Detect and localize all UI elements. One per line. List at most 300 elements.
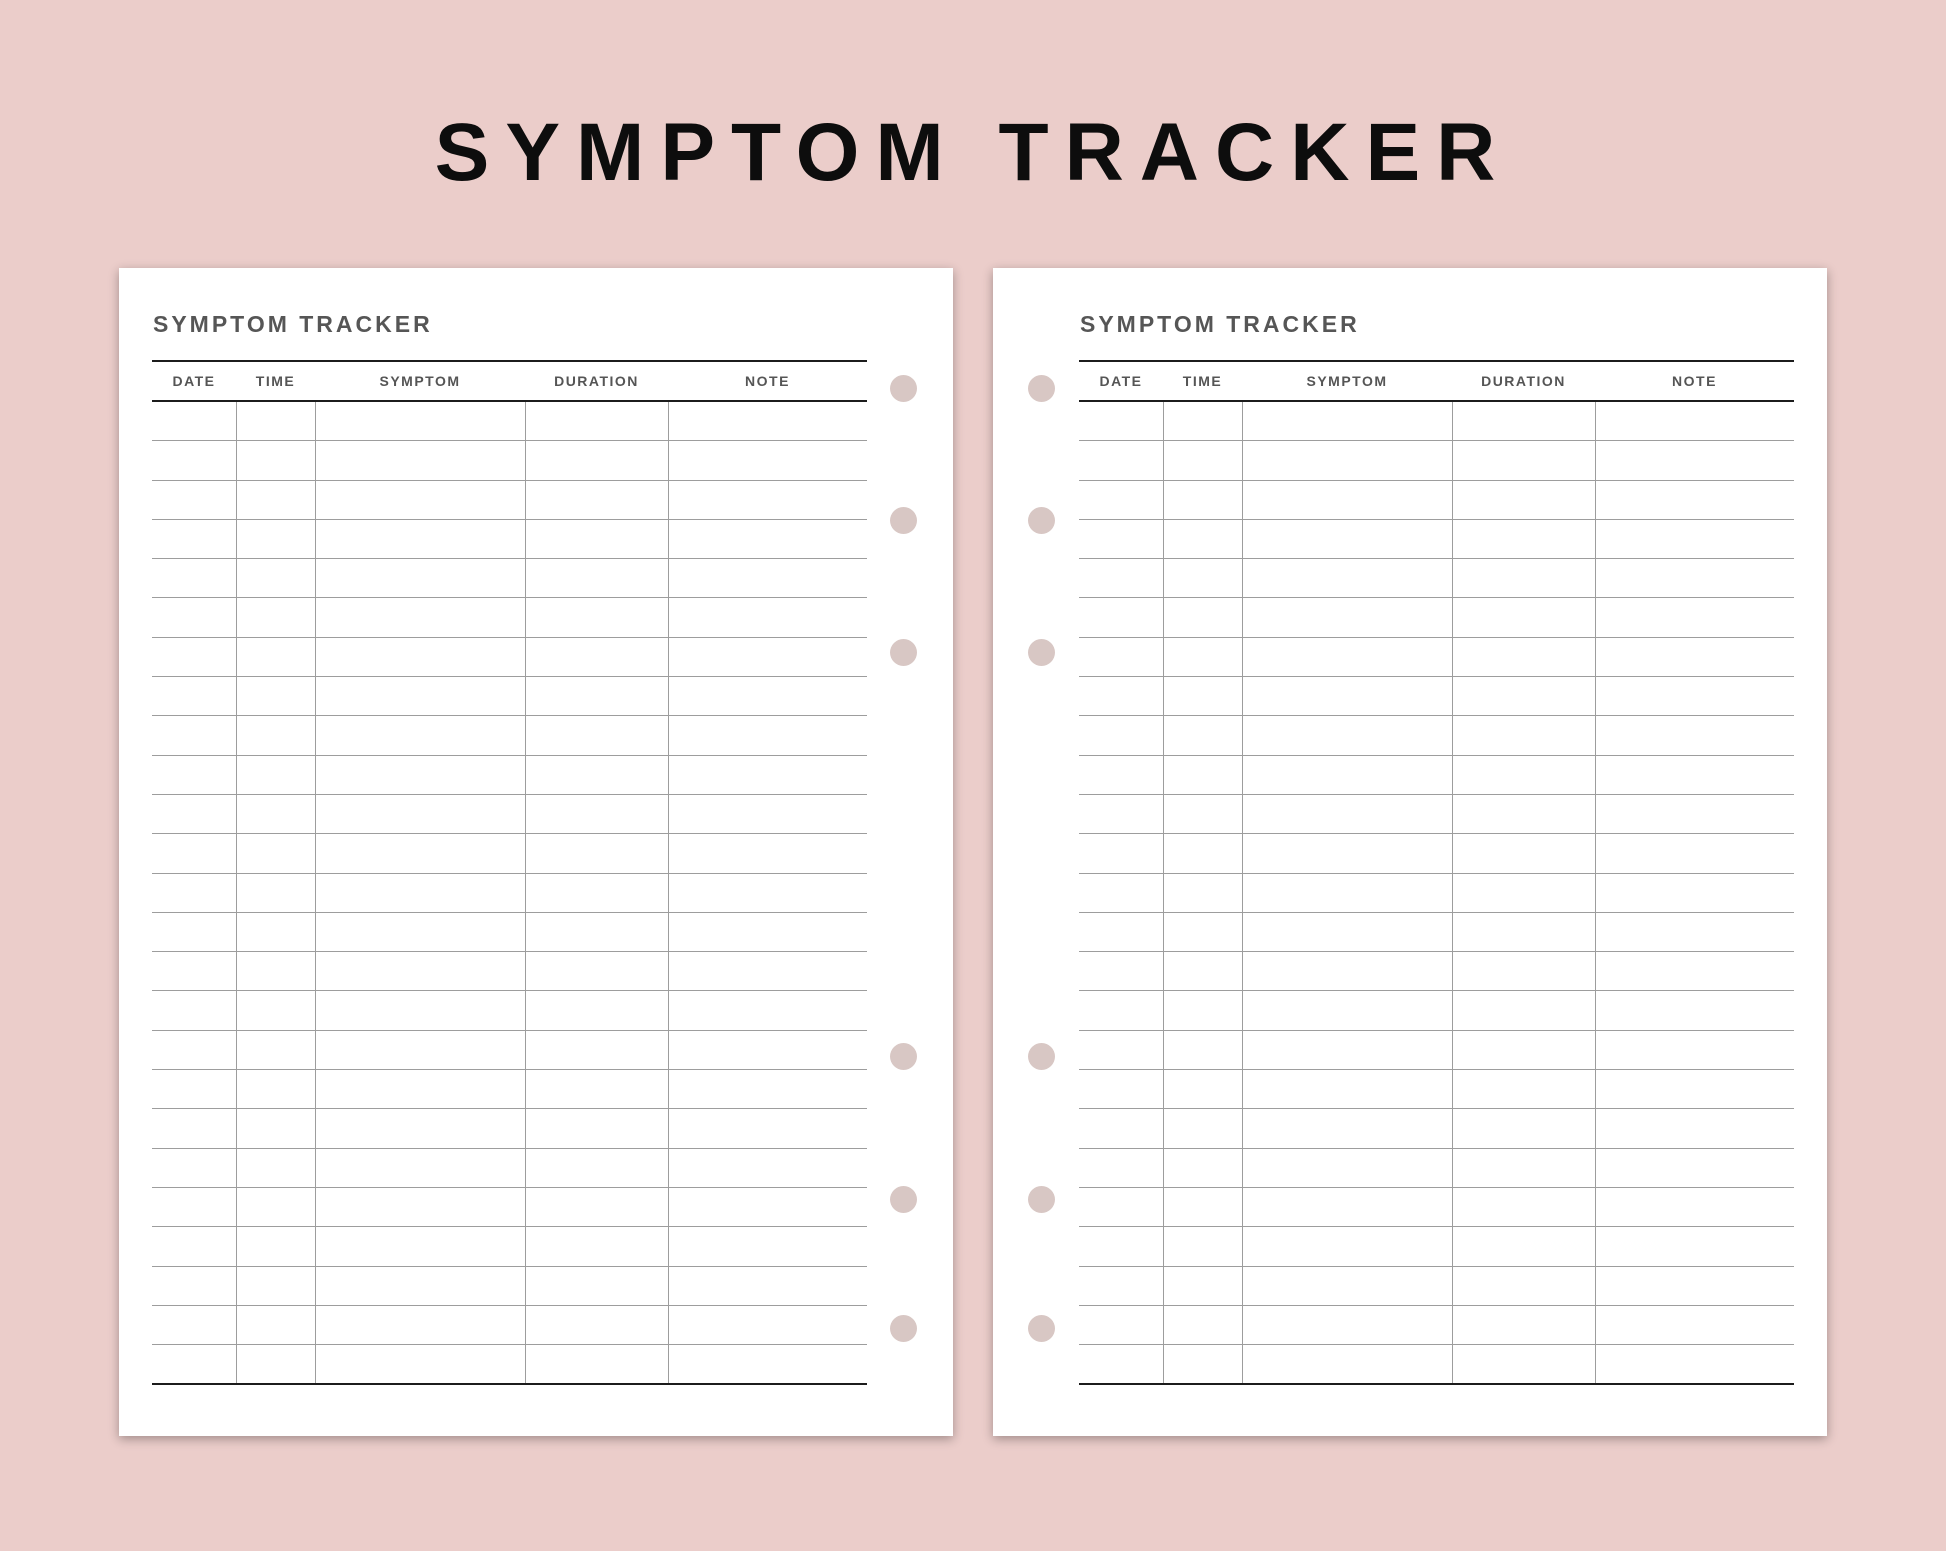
time-cell[interactable] [1163,677,1242,716]
duration-cell[interactable] [1452,1070,1595,1109]
binder-hole [1028,507,1055,534]
duration-cell[interactable] [1452,834,1595,873]
duration-cell[interactable] [1452,794,1595,833]
time-cell[interactable] [1163,1148,1242,1187]
time-cell[interactable] [236,873,315,912]
table-row [152,834,867,873]
symptom-cell[interactable] [315,755,525,794]
symptom-cell[interactable] [1242,519,1452,558]
column-header-note: NOTE [1595,361,1794,401]
date-cell[interactable] [152,401,236,441]
table-row [152,794,867,833]
binder-hole [890,1043,917,1070]
note-cell[interactable] [668,441,867,480]
duration-cell[interactable] [525,1266,668,1305]
duration-cell[interactable] [1452,480,1595,519]
symptom-cell[interactable] [1242,912,1452,951]
symptom-cell[interactable] [1242,1109,1452,1148]
date-cell[interactable] [152,952,236,991]
table-row [1079,1070,1794,1109]
date-cell[interactable] [1079,1148,1163,1187]
note-cell[interactable] [1595,716,1794,755]
date-cell[interactable] [1079,1030,1163,1069]
planner-page-right [993,268,1827,1436]
symptom-cell[interactable] [315,794,525,833]
duration-cell[interactable] [1452,1030,1595,1069]
date-cell[interactable] [152,480,236,519]
binder-hole [1028,1315,1055,1342]
date-cell[interactable] [1079,1187,1163,1226]
time-cell[interactable] [1163,1345,1242,1385]
note-cell[interactable] [668,598,867,637]
symptom-cell[interactable] [315,637,525,676]
page-title: SYMPTOM TRACKER [153,311,433,337]
symptom-cell[interactable] [315,519,525,558]
duration-cell[interactable] [525,873,668,912]
time-cell[interactable] [1163,991,1242,1030]
time-cell[interactable] [1163,441,1242,480]
date-cell[interactable] [152,991,236,1030]
duration-cell[interactable] [1452,1266,1595,1305]
time-cell[interactable] [1163,1227,1242,1266]
duration-cell[interactable] [1452,441,1595,480]
date-cell[interactable] [152,1070,236,1109]
table-row [1079,912,1794,951]
symptom-cell[interactable] [1242,755,1452,794]
symptom-cell[interactable] [1242,1187,1452,1226]
note-cell[interactable] [1595,559,1794,598]
date-cell[interactable] [1079,873,1163,912]
table-header-row [1079,361,1794,401]
table-row [152,598,867,637]
column-header-symptom: SYMPTOM [315,361,525,401]
binder-hole [890,1315,917,1342]
symptom-cell[interactable] [1242,716,1452,755]
symptom-cell[interactable] [1242,873,1452,912]
note-cell[interactable] [668,1070,867,1109]
symptom-cell[interactable] [1242,1266,1452,1305]
duration-cell[interactable] [525,677,668,716]
table-row [152,1305,867,1344]
date-cell[interactable] [152,1227,236,1266]
binder-hole [890,1186,917,1213]
date-cell[interactable] [1079,834,1163,873]
note-cell[interactable] [668,1148,867,1187]
time-cell[interactable] [1163,834,1242,873]
date-cell[interactable] [152,1030,236,1069]
time-cell[interactable] [236,1227,315,1266]
note-cell[interactable] [1595,1030,1794,1069]
duration-cell[interactable] [525,755,668,794]
symptom-cell[interactable] [1242,834,1452,873]
symptom-cell[interactable] [315,873,525,912]
date-cell[interactable] [1079,1345,1163,1385]
time-cell[interactable] [1163,637,1242,676]
note-cell[interactable] [668,1109,867,1148]
symptom-cell[interactable] [315,1266,525,1305]
time-cell[interactable] [1163,873,1242,912]
duration-cell[interactable] [1452,873,1595,912]
table-row [152,912,867,951]
table-row [152,637,867,676]
duration-cell[interactable] [1452,716,1595,755]
table-row [152,1148,867,1187]
duration-cell[interactable] [1452,519,1595,558]
date-cell[interactable] [152,1148,236,1187]
time-cell[interactable] [1163,519,1242,558]
time-cell[interactable] [236,1305,315,1344]
date-cell[interactable] [1079,1227,1163,1266]
note-cell[interactable] [1595,952,1794,991]
table-row [1079,1266,1794,1305]
duration-cell[interactable] [1452,1187,1595,1226]
time-cell[interactable] [1163,1030,1242,1069]
date-cell[interactable] [1079,991,1163,1030]
binder-hole [890,507,917,534]
note-cell[interactable] [1595,1266,1794,1305]
column-header-duration: DURATION [1452,361,1595,401]
note-cell[interactable] [668,559,867,598]
date-cell[interactable] [1079,1109,1163,1148]
note-cell[interactable] [1595,912,1794,951]
note-cell[interactable] [1595,441,1794,480]
symptom-cell[interactable] [1242,952,1452,991]
symptom-cell[interactable] [315,912,525,951]
date-cell[interactable] [1079,677,1163,716]
duration-cell[interactable] [1452,1109,1595,1148]
duration-cell[interactable] [525,480,668,519]
date-cell[interactable] [152,716,236,755]
symptom-cell[interactable] [315,834,525,873]
duration-cell[interactable] [1452,1227,1595,1266]
duration-cell[interactable] [525,1109,668,1148]
time-cell[interactable] [1163,912,1242,951]
date-cell[interactable] [152,677,236,716]
time-cell[interactable] [1163,401,1242,441]
date-cell[interactable] [152,1266,236,1305]
duration-cell[interactable] [525,991,668,1030]
date-cell[interactable] [152,1345,236,1385]
duration-cell[interactable] [525,441,668,480]
symptom-cell[interactable] [1242,1070,1452,1109]
note-cell[interactable] [1595,873,1794,912]
time-cell[interactable] [1163,1266,1242,1305]
symptom-cell[interactable] [315,401,525,441]
symptom-cell[interactable] [315,1030,525,1069]
time-cell[interactable] [236,519,315,558]
date-cell[interactable] [1079,480,1163,519]
note-cell[interactable] [1595,834,1794,873]
note-cell[interactable] [1595,1187,1794,1226]
date-cell[interactable] [152,1109,236,1148]
duration-cell[interactable] [1452,1345,1595,1385]
date-cell[interactable] [1079,401,1163,441]
time-cell[interactable] [236,1187,315,1226]
note-cell[interactable] [668,1345,867,1385]
symptom-cell[interactable] [315,1305,525,1344]
time-cell[interactable] [236,794,315,833]
symptom-cell[interactable] [1242,1148,1452,1187]
date-cell[interactable] [1079,441,1163,480]
note-cell[interactable] [668,834,867,873]
date-cell[interactable] [152,598,236,637]
note-cell[interactable] [668,794,867,833]
table-row [1079,677,1794,716]
symptom-cell[interactable] [315,1187,525,1226]
date-cell[interactable] [152,559,236,598]
note-cell[interactable] [668,755,867,794]
note-cell[interactable] [668,1187,867,1226]
duration-cell[interactable] [1452,401,1595,441]
symptom-cell[interactable] [315,991,525,1030]
table-row [152,677,867,716]
duration-cell[interactable] [525,794,668,833]
time-cell[interactable] [236,716,315,755]
symptom-cell[interactable] [1242,1030,1452,1069]
table-row [1079,1030,1794,1069]
time-cell[interactable] [1163,716,1242,755]
time-cell[interactable] [236,1266,315,1305]
date-cell[interactable] [1079,716,1163,755]
date-cell[interactable] [152,873,236,912]
date-cell[interactable] [1079,952,1163,991]
symptom-cell[interactable] [1242,559,1452,598]
note-cell[interactable] [668,480,867,519]
note-cell[interactable] [668,991,867,1030]
time-cell[interactable] [236,834,315,873]
time-cell[interactable] [1163,794,1242,833]
duration-cell[interactable] [525,952,668,991]
table-row [1079,441,1794,480]
time-cell[interactable] [236,401,315,441]
note-cell[interactable] [1595,1345,1794,1385]
duration-cell[interactable] [1452,598,1595,637]
duration-cell[interactable] [525,559,668,598]
time-cell[interactable] [1163,952,1242,991]
table-row [152,952,867,991]
duration-cell[interactable] [525,1305,668,1344]
duration-cell[interactable] [525,1345,668,1385]
table-row [1079,1148,1794,1187]
table-row [152,1109,867,1148]
symptom-cell[interactable] [1242,480,1452,519]
date-cell[interactable] [152,834,236,873]
duration-cell[interactable] [525,912,668,951]
date-cell[interactable] [1079,1305,1163,1344]
date-cell[interactable] [1079,519,1163,558]
table-row [1079,1227,1794,1266]
note-cell[interactable] [668,519,867,558]
column-header-note: NOTE [668,361,867,401]
duration-cell[interactable] [525,716,668,755]
note-cell[interactable] [1595,480,1794,519]
time-cell[interactable] [236,912,315,951]
symptom-cell[interactable] [1242,794,1452,833]
duration-cell[interactable] [525,1187,668,1226]
column-header-date: DATE [1079,361,1163,401]
note-cell[interactable] [1595,1109,1794,1148]
note-cell[interactable] [1595,1227,1794,1266]
note-cell[interactable] [1595,1148,1794,1187]
note-cell[interactable] [668,873,867,912]
note-cell[interactable] [668,677,867,716]
table-row [152,441,867,480]
table-row [1079,716,1794,755]
symptom-cell[interactable] [1242,1345,1452,1385]
table-row [152,1070,867,1109]
column-header-time: TIME [236,361,315,401]
duration-cell[interactable] [525,519,668,558]
date-cell[interactable] [152,755,236,794]
date-cell[interactable] [1079,559,1163,598]
symptom-cell[interactable] [315,1227,525,1266]
symptom-cell[interactable] [315,1148,525,1187]
note-cell[interactable] [668,401,867,441]
time-cell[interactable] [236,1148,315,1187]
symptom-cell[interactable] [1242,1227,1452,1266]
note-cell[interactable] [1595,598,1794,637]
table-row [1079,1187,1794,1226]
symptom-cell[interactable] [1242,991,1452,1030]
symptom-cell[interactable] [315,952,525,991]
duration-cell[interactable] [525,637,668,676]
note-cell[interactable] [668,716,867,755]
note-cell[interactable] [1595,991,1794,1030]
time-cell[interactable] [236,637,315,676]
date-cell[interactable] [152,519,236,558]
note-cell[interactable] [1595,401,1794,441]
time-cell[interactable] [1163,1187,1242,1226]
note-cell[interactable] [1595,755,1794,794]
date-cell[interactable] [1079,794,1163,833]
note-cell[interactable] [668,1266,867,1305]
time-cell[interactable] [1163,1070,1242,1109]
symptom-cell[interactable] [315,677,525,716]
time-cell[interactable] [1163,559,1242,598]
time-cell[interactable] [236,677,315,716]
table-row [152,755,867,794]
duration-cell[interactable] [1452,1148,1595,1187]
duration-cell[interactable] [1452,991,1595,1030]
symptom-cell[interactable] [1242,1305,1452,1344]
note-cell[interactable] [1595,1070,1794,1109]
table-row [152,1345,867,1385]
table-row [1079,519,1794,558]
time-cell[interactable] [236,755,315,794]
symptom-cell[interactable] [315,716,525,755]
duration-cell[interactable] [525,1227,668,1266]
table-row [152,1266,867,1305]
table-row [1079,834,1794,873]
table-row [1079,1345,1794,1385]
note-cell[interactable] [1595,637,1794,676]
table-header-row [152,361,867,401]
note-cell[interactable] [1595,794,1794,833]
time-cell[interactable] [236,441,315,480]
symptom-cell[interactable] [1242,401,1452,441]
tracker-table [152,360,867,1385]
duration-cell[interactable] [525,401,668,441]
time-cell[interactable] [236,559,315,598]
duration-cell[interactable] [525,1148,668,1187]
date-cell[interactable] [152,1305,236,1344]
date-cell[interactable] [1079,637,1163,676]
time-cell[interactable] [236,1345,315,1385]
symptom-cell[interactable] [315,1345,525,1385]
symptom-cell[interactable] [315,480,525,519]
date-cell[interactable] [152,794,236,833]
time-cell[interactable] [236,480,315,519]
note-cell[interactable] [668,952,867,991]
table-row [152,1030,867,1069]
duration-cell[interactable] [1452,1305,1595,1344]
time-cell[interactable] [236,1030,315,1069]
table-row [1079,637,1794,676]
date-cell[interactable] [152,441,236,480]
time-cell[interactable] [1163,1109,1242,1148]
date-cell[interactable] [1079,912,1163,951]
symptom-cell[interactable] [1242,441,1452,480]
note-cell[interactable] [668,1030,867,1069]
table-row [152,480,867,519]
date-cell[interactable] [152,1187,236,1226]
duration-cell[interactable] [525,1070,668,1109]
note-cell[interactable] [1595,677,1794,716]
time-cell[interactable] [236,952,315,991]
note-cell[interactable] [668,637,867,676]
note-cell[interactable] [1595,519,1794,558]
note-cell[interactable] [668,912,867,951]
duration-cell[interactable] [1452,677,1595,716]
note-cell[interactable] [1595,1305,1794,1344]
time-cell[interactable] [236,1070,315,1109]
date-cell[interactable] [1079,755,1163,794]
duration-cell[interactable] [525,1030,668,1069]
symptom-cell[interactable] [315,1070,525,1109]
column-header-duration: DURATION [525,361,668,401]
time-cell[interactable] [236,1109,315,1148]
symptom-cell[interactable] [315,598,525,637]
duration-cell[interactable] [1452,912,1595,951]
note-cell[interactable] [668,1305,867,1344]
duration-cell[interactable] [525,598,668,637]
symptom-cell[interactable] [315,559,525,598]
date-cell[interactable] [1079,598,1163,637]
symptom-cell[interactable] [1242,677,1452,716]
date-cell[interactable] [1079,1266,1163,1305]
symptom-cell[interactable] [315,441,525,480]
symptom-cell[interactable] [315,1109,525,1148]
time-cell[interactable] [1163,1305,1242,1344]
time-cell[interactable] [1163,755,1242,794]
duration-cell[interactable] [1452,559,1595,598]
time-cell[interactable] [236,598,315,637]
time-cell[interactable] [1163,480,1242,519]
time-cell[interactable] [1163,598,1242,637]
date-cell[interactable] [152,912,236,951]
table-row [1079,991,1794,1030]
date-cell[interactable] [1079,1070,1163,1109]
time-cell[interactable] [236,991,315,1030]
date-cell[interactable] [152,637,236,676]
note-cell[interactable] [668,1227,867,1266]
symptom-cell[interactable] [1242,637,1452,676]
duration-cell[interactable] [1452,755,1595,794]
duration-cell[interactable] [525,834,668,873]
duration-cell[interactable] [1452,637,1595,676]
symptom-cell[interactable] [1242,598,1452,637]
duration-cell[interactable] [1452,952,1595,991]
